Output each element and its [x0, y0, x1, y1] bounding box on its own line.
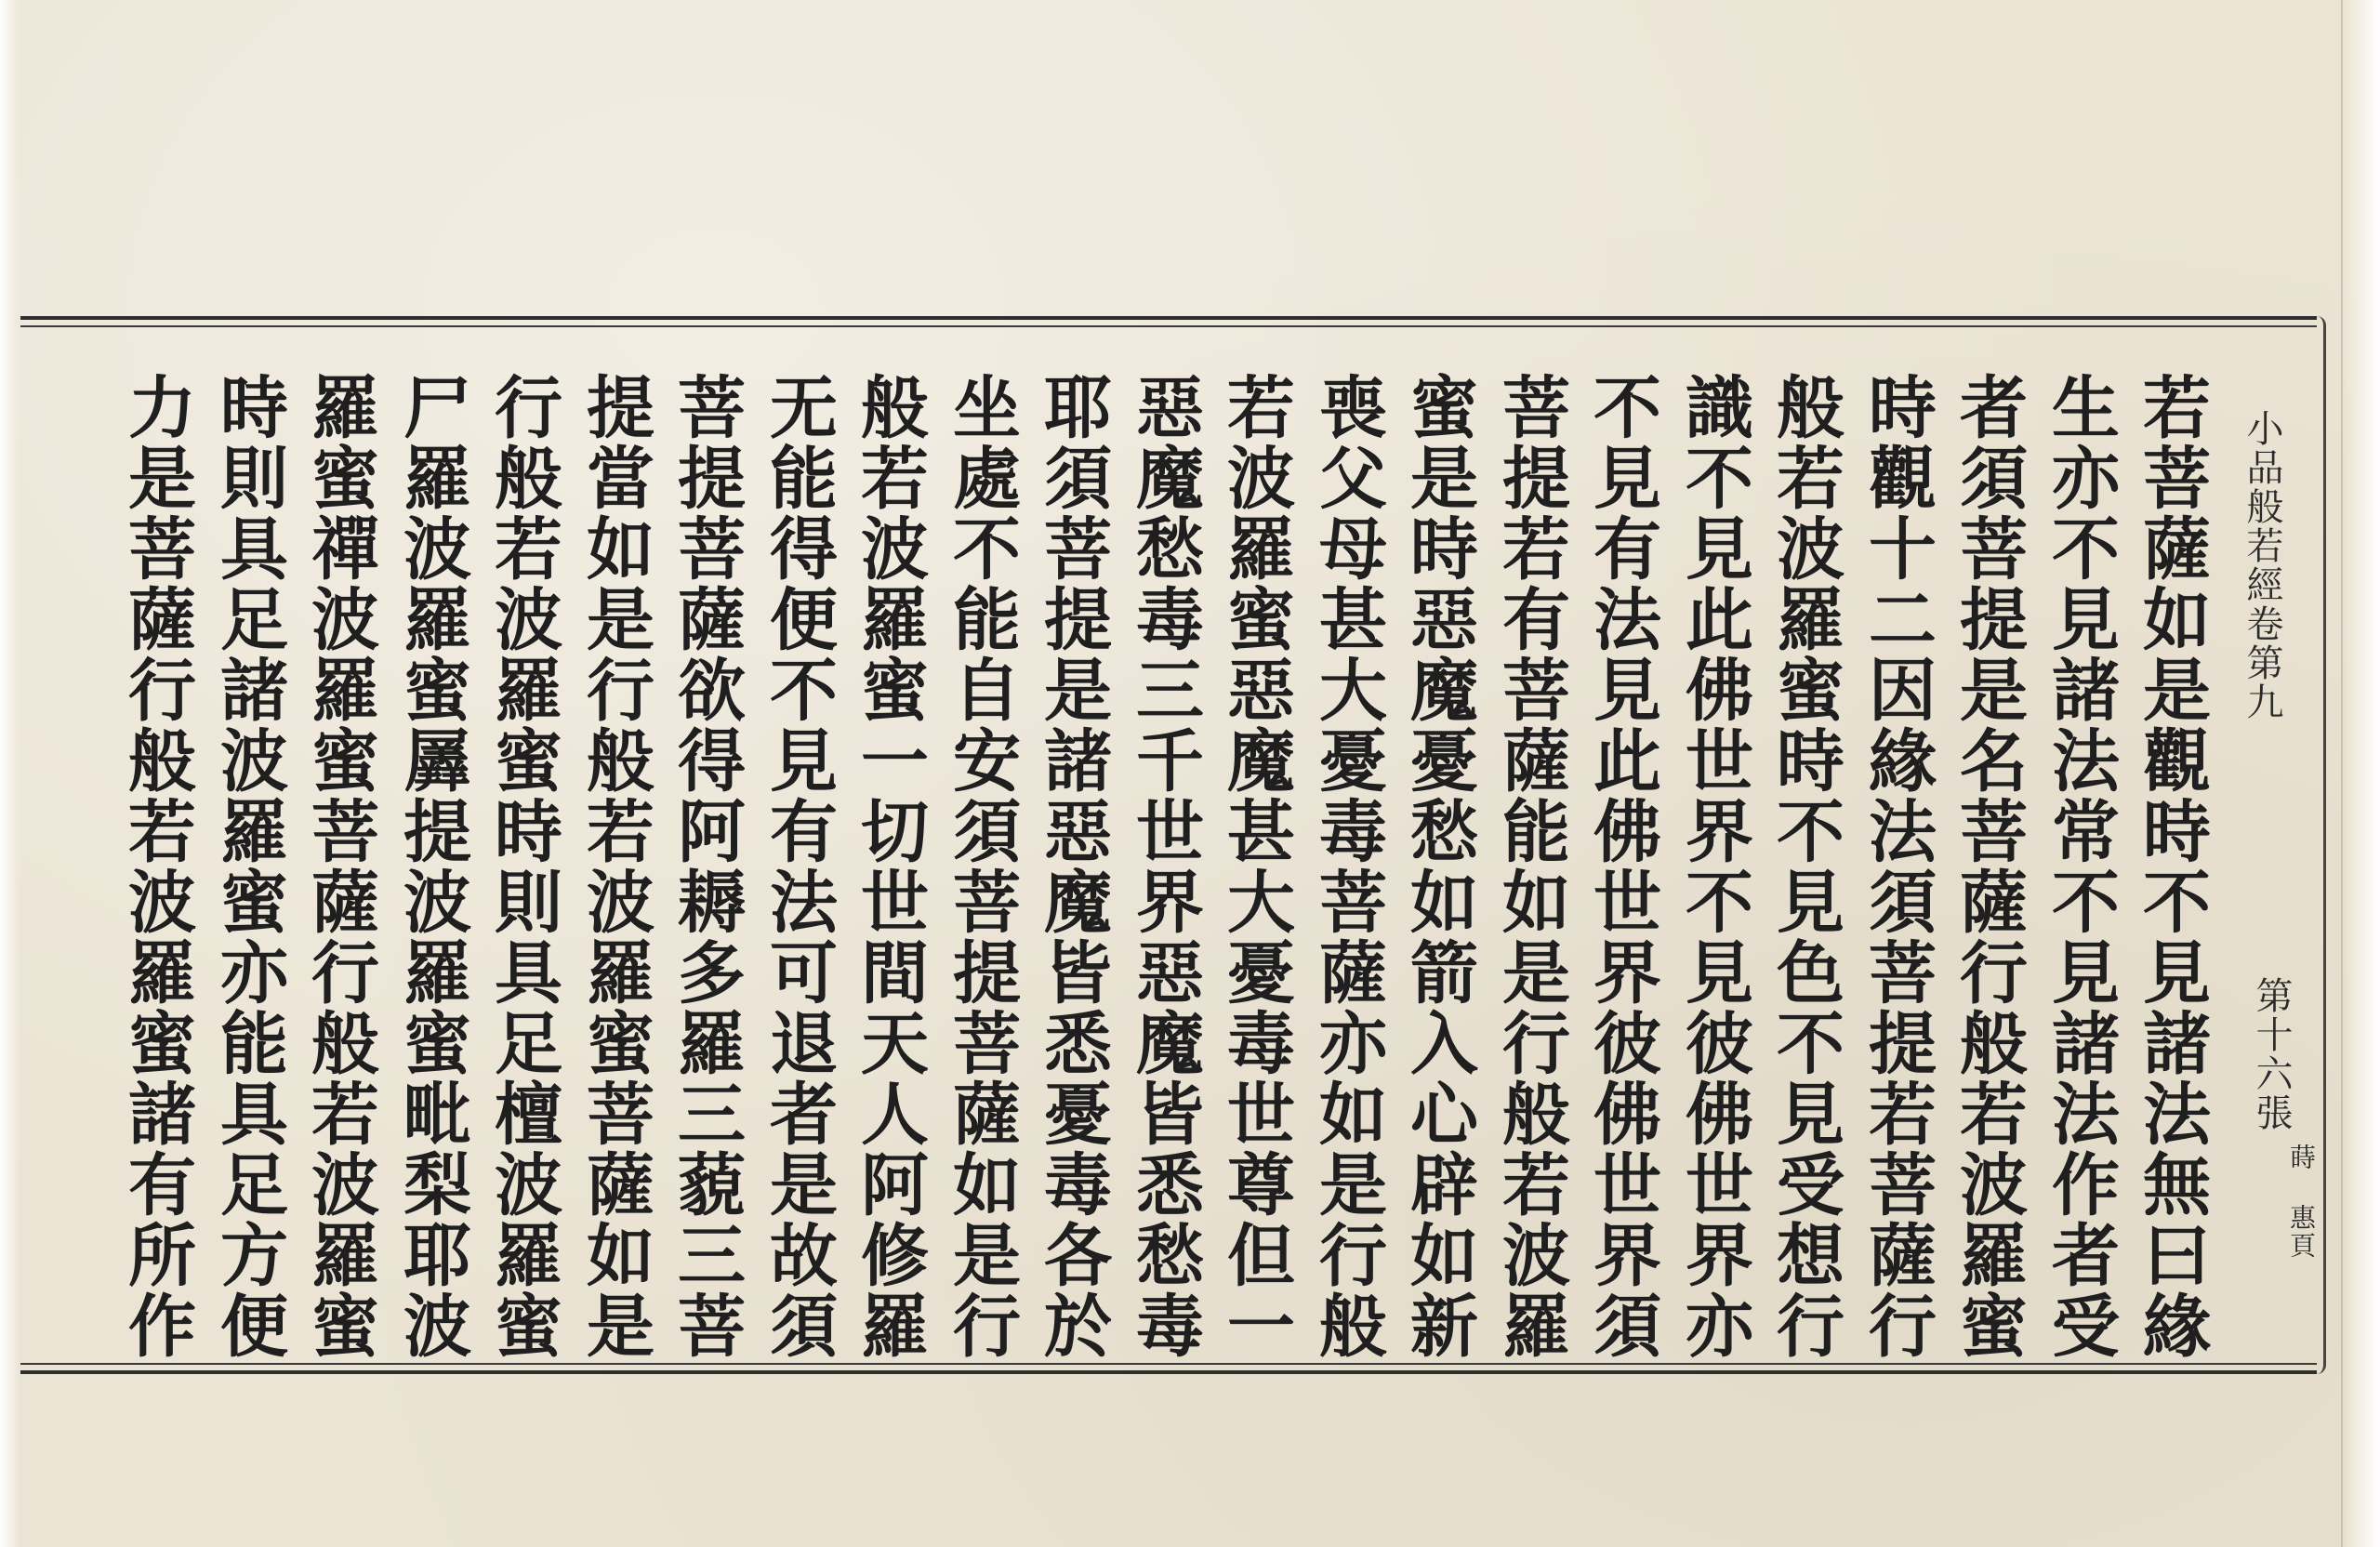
text-column-content: 識不見此佛世界不見彼佛世界亦 [1673, 372, 1753, 1361]
page-right-edge [2343, 0, 2380, 1547]
text-column-content: 耶須菩提是諸惡魔皆悉憂毒各於 [1032, 372, 1112, 1361]
margin-title-text: 小品般若經卷第九 [2241, 409, 2283, 721]
text-column-content: 若菩薩如是觀時不見諸法無曰緣 [2131, 372, 2211, 1361]
text-column-content: 生亦不見諸法常不見諸法作者受 [2040, 372, 2120, 1361]
text-column-content: 羅蜜禪波羅蜜菩薩行般若波羅蜜 [299, 372, 379, 1361]
text-column [1305, 372, 1389, 1361]
text-column-content: 尸羅波羅蜜羼提波羅蜜毗梨耶波 [391, 372, 471, 1361]
text-column-content: 喪父母甚大憂毒菩薩亦如是行般 [1307, 372, 1387, 1361]
text-column [939, 372, 1023, 1361]
text-column [390, 372, 473, 1361]
text-column-content: 行般若波羅蜜時則具足檀波羅蜜 [483, 372, 562, 1361]
text-column [1763, 372, 1846, 1361]
text-column-content: 坐處不能自安須菩提菩薩如是行 [941, 372, 1021, 1361]
margin-sheet-text: 第十六張 [2250, 976, 2293, 1132]
page-left-edge [0, 0, 20, 1547]
margin-carver-name [2282, 1144, 2320, 1260]
text-column [1122, 372, 1206, 1361]
text-column-content: 時觀十二因緣法須菩提若菩薩行 [1857, 372, 1937, 1361]
text-column [481, 372, 564, 1361]
text-column [1855, 372, 1938, 1361]
text-column-content: 般若波羅蜜一切世間天人阿修羅 [849, 372, 929, 1361]
text-column [1488, 372, 1572, 1361]
text-column-content: 菩提菩薩欲得阿耨多羅三藐三菩 [666, 372, 746, 1361]
text-column-content: 无能得便不見有法可退者是故須 [758, 372, 838, 1361]
text-column-content: 提當如是行般若波羅蜜菩薩如是 [575, 372, 654, 1361]
text-column [1030, 372, 1114, 1361]
text-column-content: 菩提若有菩薩能如是行般若波羅 [1490, 372, 1570, 1361]
text-column [664, 372, 747, 1361]
frame-bottom-rule [20, 1363, 2317, 1365]
text-column [847, 372, 931, 1361]
text-column-content: 不見有法見此佛世界彼佛世界須 [1581, 372, 1661, 1361]
text-column [573, 372, 656, 1361]
margin-carver-text: 蒔 惠頁 [2286, 1144, 2317, 1260]
text-column-content: 若波羅蜜惡魔甚大憂毒世尊但一 [1215, 372, 1295, 1361]
text-column [2129, 372, 2213, 1361]
text-column-content: 惡魔愁毒三千世界惡魔皆悉愁毒 [1124, 372, 1204, 1361]
text-column-content: 時則具足諸波羅蜜亦能具足方便 [208, 372, 288, 1361]
text-column [2038, 372, 2122, 1361]
page-fold-line [2341, 0, 2343, 1547]
text-column [1946, 372, 2030, 1361]
text-column [1672, 372, 1755, 1361]
text-column-content: 力是菩薩行般若波羅蜜諸有所作 [116, 372, 196, 1361]
text-column [206, 372, 290, 1361]
text-column [114, 372, 198, 1361]
text-column [1580, 372, 1663, 1361]
text-column [1396, 372, 1480, 1361]
text-column-content: 者須菩提是名菩薩行般若波羅蜜 [1948, 372, 2028, 1361]
text-column-content: 般若波羅蜜時不見色不見受想行 [1765, 372, 1844, 1361]
text-column [298, 372, 381, 1361]
text-column [756, 372, 840, 1361]
frame-top-rule [20, 325, 2317, 327]
margin-sheet-number [2245, 976, 2298, 1132]
text-column [1213, 372, 1297, 1361]
text-column-content: 蜜是時惡魔憂愁如箭入心辟如新 [1398, 372, 1478, 1361]
